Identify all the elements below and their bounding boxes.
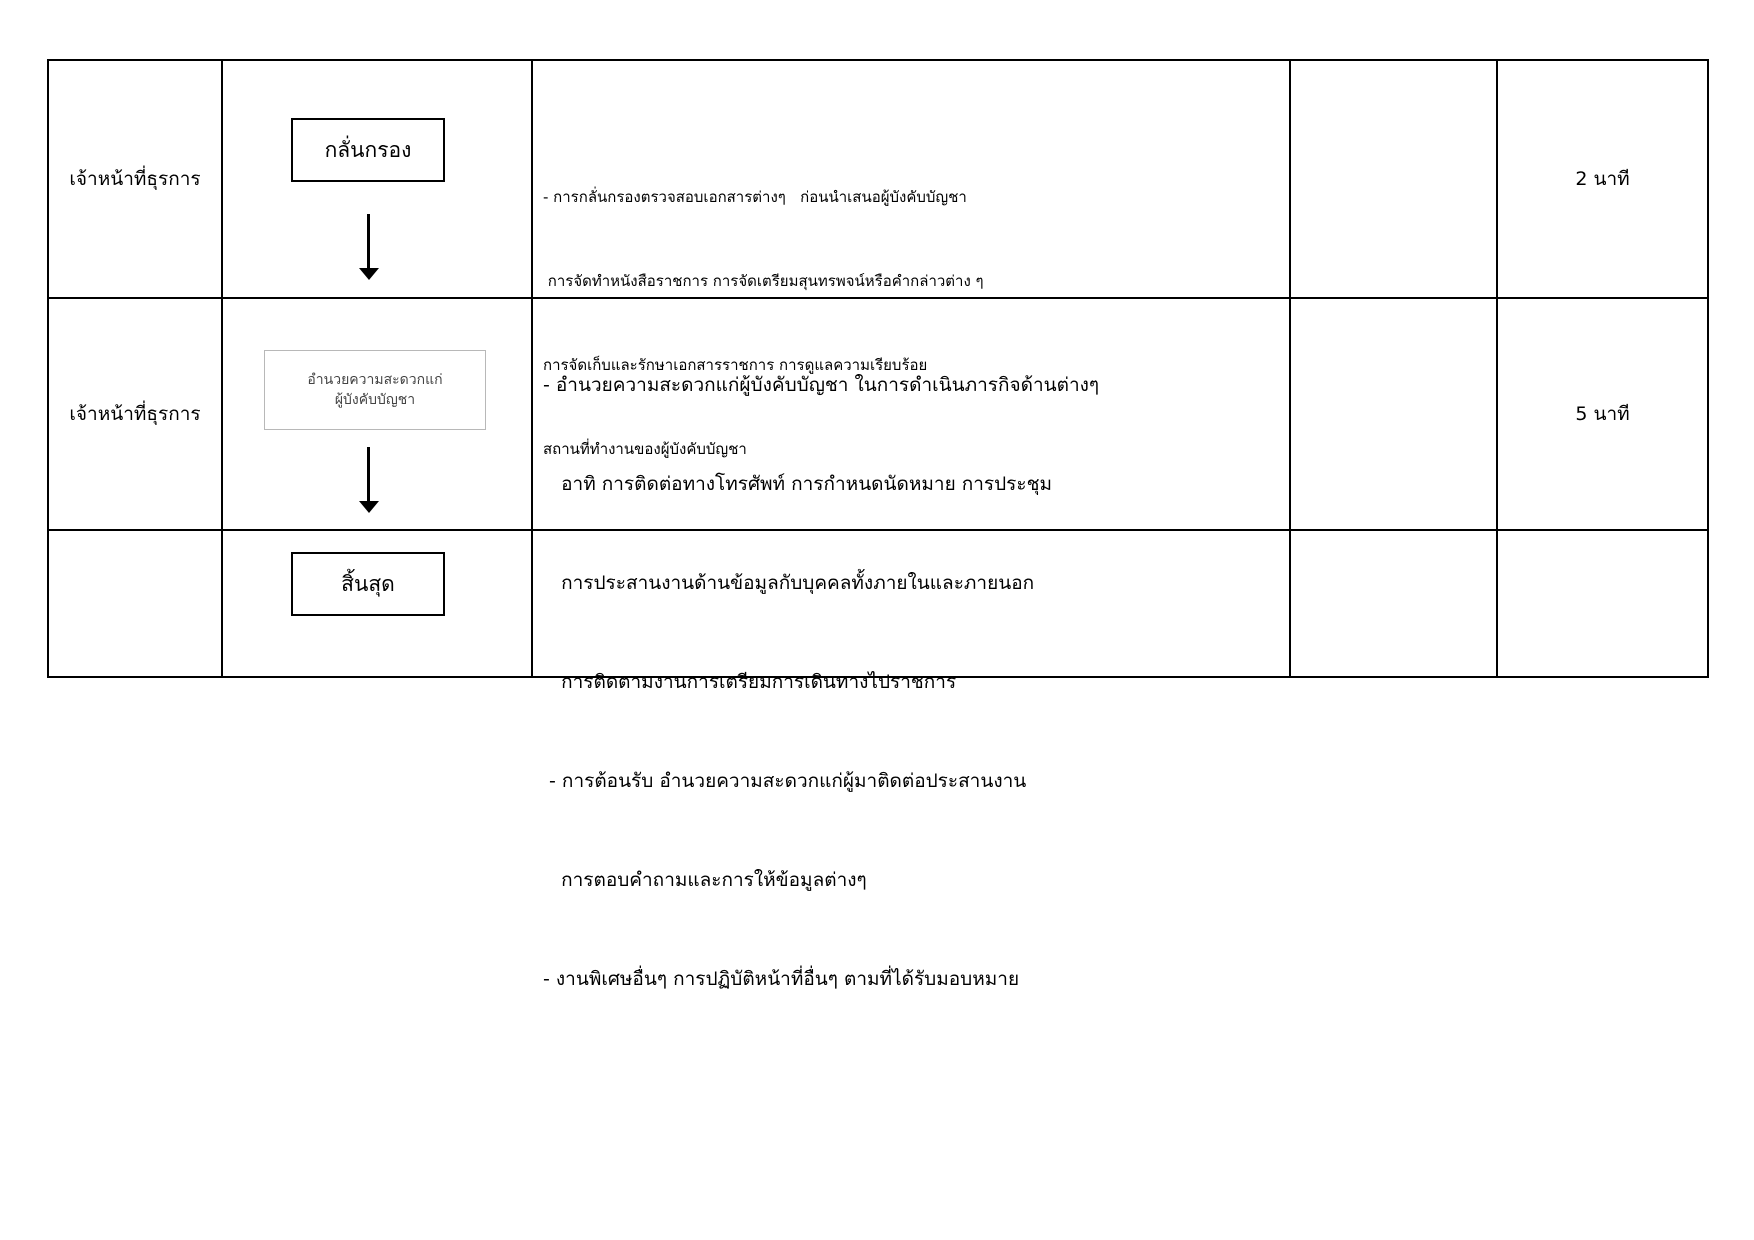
responsible-person: เจ้าหน้าที่ธุรการ bbox=[69, 402, 201, 425]
description-line: - งานพิเศษอื่นๆ การปฏิบัติหน้าที่อื่นๆ ตามที่ได้รับมอบหมาย bbox=[543, 968, 1020, 990]
description-line: อาทิ การติดต่อทางโทรศัพท์ การกำหนดนัดหมาย การประชุม bbox=[543, 473, 1053, 495]
flowchart-step-label: ผู้บังคับบัญชา bbox=[334, 392, 416, 408]
time-cell bbox=[1497, 298, 1708, 530]
description-cell bbox=[532, 530, 1290, 677]
description-line: - การต้อนรับ อำนวยความสะดวกแก่ผู้มาติดต่อประสานงาน bbox=[543, 770, 1027, 792]
process-flow-table bbox=[47, 59, 1709, 990]
description-line: การประสานงานด้านข้อมูลกับบุคคลทั้งภายในและภายนอก bbox=[543, 572, 1035, 594]
description-cell bbox=[532, 298, 1290, 990]
flowchart-cell bbox=[222, 60, 532, 298]
description-line: การจัดเก็บและรักษาเอกสารราชการ การดูแลความเรียบร้อย bbox=[543, 356, 928, 374]
description-line: - อำนวยความสะดวกแก่ผู้บังคับบัญชา ในการดำเนินภารกิจด้านต่างๆ bbox=[543, 374, 1100, 396]
flowchart-step-box bbox=[264, 350, 486, 430]
description-line: การติดตามงานการเตรียมการเดินทางไปราชการ bbox=[543, 671, 957, 693]
responsible-cell bbox=[48, 298, 222, 530]
responsible-cell bbox=[48, 530, 222, 677]
description-line: การตอบคำถามและการให้ข้อมูลต่างๆ bbox=[543, 869, 867, 891]
flowchart-cell bbox=[222, 530, 532, 677]
empty-cell bbox=[1290, 298, 1497, 530]
flowchart-end-box bbox=[291, 552, 445, 616]
time-cell bbox=[1497, 530, 1708, 677]
duration-label: 5 นาที bbox=[1575, 402, 1630, 425]
description-line: สถานที่ทำงานของผู้บังคับบัญชา bbox=[543, 440, 747, 458]
flowchart-step-label: อำนวยความสะดวกแก่ bbox=[307, 371, 443, 388]
duration-label: 2 นาที bbox=[1575, 167, 1630, 190]
flowchart-step-label: กลั่นกรอง bbox=[324, 137, 412, 162]
flowchart-cell bbox=[222, 298, 532, 530]
empty-cell bbox=[1290, 60, 1497, 298]
empty-cell bbox=[1290, 530, 1497, 677]
description-line: - การกลั่นกรองตรวจสอบเอกสารต่างๆ ก่อนนำเสนอผู้บังคับบัญชา bbox=[543, 188, 967, 206]
responsible-cell bbox=[48, 60, 222, 298]
description-line: การจัดทำหนังสือราชการ การจัดเตรียมสุนทรพจน์หรือคำกล่าวต่าง ๆ bbox=[543, 272, 984, 290]
table-row bbox=[48, 530, 1708, 677]
responsible-person: เจ้าหน้าที่ธุรการ bbox=[69, 167, 201, 190]
time-cell bbox=[1497, 60, 1708, 298]
arrow-down-icon bbox=[362, 447, 376, 513]
table-row bbox=[48, 298, 1708, 530]
step-description bbox=[543, 303, 1099, 1062]
flowchart-step-label: สิ้นสุด bbox=[341, 571, 395, 596]
arrow-down-icon bbox=[362, 214, 376, 280]
table-row bbox=[48, 60, 1708, 298]
flowchart-step-box bbox=[291, 118, 445, 182]
